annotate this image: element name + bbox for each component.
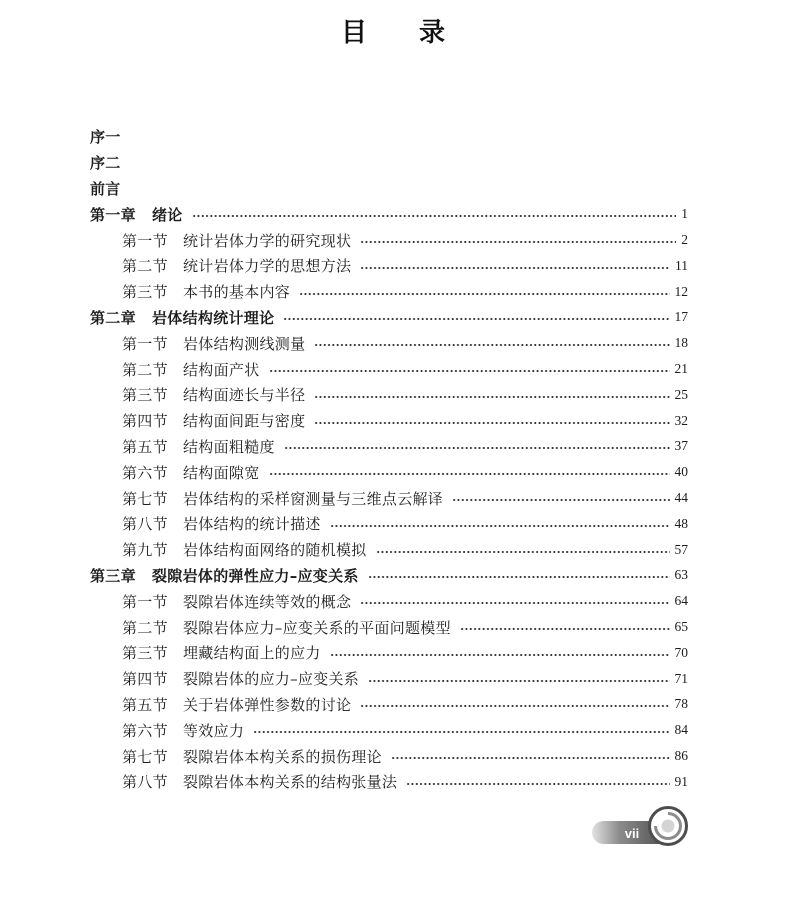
dot-leader bbox=[391, 756, 670, 760]
toc-section-2-9 bbox=[90, 537, 688, 563]
page-ref: 48 bbox=[674, 515, 688, 531]
section-label: 第七节 bbox=[122, 747, 168, 766]
toc-section-2-1 bbox=[90, 330, 688, 356]
toc-section-2-6 bbox=[90, 459, 688, 485]
section-label: 第三节 bbox=[122, 386, 168, 405]
chapter-title: 岩体结构统计理论 bbox=[152, 308, 275, 327]
dot-leader bbox=[330, 524, 670, 528]
section-label: 第一节 bbox=[122, 592, 168, 611]
toc-section-2-7 bbox=[90, 485, 688, 511]
dot-leader bbox=[269, 472, 670, 476]
chapter-label: 第三章 bbox=[90, 566, 136, 585]
page-ref: 12 bbox=[674, 283, 688, 299]
page-ref: 64 bbox=[674, 593, 688, 609]
folio-core-icon bbox=[662, 820, 675, 833]
toc-section-2-5 bbox=[90, 434, 688, 460]
section-label: 第六节 bbox=[122, 463, 168, 482]
toc-section-2-2 bbox=[90, 356, 688, 382]
section-title: 裂隙岩体的应力–应变关系 bbox=[183, 670, 360, 689]
dot-leader bbox=[314, 421, 669, 425]
section-title: 统计岩体力学的研究现状 bbox=[183, 231, 352, 250]
entry-title: 序一 bbox=[90, 128, 121, 147]
section-label: 第八节 bbox=[122, 773, 168, 792]
section-title: 岩体结构的采样窗测量与三维点云解译 bbox=[183, 489, 444, 508]
toc-section-3-1 bbox=[90, 588, 688, 614]
dot-leader bbox=[368, 575, 670, 579]
section-title: 结构面间距与密度 bbox=[183, 412, 306, 431]
dot-leader bbox=[192, 214, 677, 218]
section-title: 裂隙岩体本构关系的损伤理论 bbox=[183, 747, 382, 766]
section-title: 结构面产状 bbox=[183, 360, 260, 379]
dot-leader bbox=[314, 343, 669, 347]
page-ref: 70 bbox=[674, 644, 688, 660]
page-ref: 57 bbox=[674, 541, 688, 557]
toc-section-3-5 bbox=[90, 692, 688, 718]
toc-chapter-2 bbox=[90, 305, 688, 331]
toc-section-1-2 bbox=[90, 253, 688, 279]
toc-section-2-3 bbox=[90, 382, 688, 408]
page-title: 目 录 bbox=[340, 18, 445, 48]
section-title: 结构面粗糙度 bbox=[183, 437, 275, 456]
section-title: 裂隙岩体本构关系的结构张量法 bbox=[183, 773, 398, 792]
section-label: 第二节 bbox=[122, 257, 168, 276]
toc-section-1-3 bbox=[90, 279, 688, 305]
toc-entry-preface-1 bbox=[90, 124, 688, 150]
page-number-badge bbox=[588, 801, 692, 853]
page-ref: 65 bbox=[674, 619, 688, 635]
dot-leader bbox=[376, 550, 670, 554]
page-ref: 84 bbox=[674, 722, 688, 738]
dot-leader bbox=[299, 292, 669, 296]
section-title: 关于岩体弹性参数的讨论 bbox=[183, 695, 352, 714]
dot-leader bbox=[360, 704, 669, 708]
section-label: 第四节 bbox=[122, 412, 168, 431]
dot-leader bbox=[360, 266, 670, 270]
section-label: 第七节 bbox=[122, 489, 168, 508]
page-ref: 40 bbox=[674, 464, 688, 480]
page-ref: 37 bbox=[674, 438, 688, 454]
dot-leader bbox=[360, 601, 669, 605]
toc-section-3-8 bbox=[90, 769, 688, 795]
toc-chapter-1 bbox=[90, 201, 688, 227]
section-label: 第五节 bbox=[122, 695, 168, 714]
section-title: 等效应力 bbox=[183, 721, 245, 740]
dot-leader bbox=[283, 317, 669, 321]
toc-section-2-8 bbox=[90, 511, 688, 537]
section-title: 岩体结构的统计描述 bbox=[183, 515, 321, 534]
page-ref: 21 bbox=[674, 361, 688, 377]
section-title: 本书的基本内容 bbox=[183, 283, 291, 302]
page-ref: 78 bbox=[674, 696, 688, 712]
section-title: 岩体结构面网络的随机模拟 bbox=[183, 541, 367, 560]
table-of-contents bbox=[90, 124, 688, 795]
toc-section-3-6 bbox=[90, 717, 688, 743]
dot-leader bbox=[284, 446, 670, 450]
page-ref: 25 bbox=[674, 386, 688, 402]
dot-leader bbox=[452, 498, 669, 502]
toc-section-2-4 bbox=[90, 408, 688, 434]
section-title: 裂隙岩体应力–应变关系的平面问题模型 bbox=[183, 618, 451, 637]
page-ref: 63 bbox=[674, 567, 688, 583]
dot-leader bbox=[406, 782, 669, 786]
chapter-title: 绪论 bbox=[152, 205, 183, 224]
toc-section-1-1 bbox=[90, 227, 688, 253]
section-label: 第一节 bbox=[122, 334, 168, 353]
dot-leader bbox=[360, 240, 676, 244]
page-ref: 18 bbox=[674, 335, 688, 351]
section-label: 第六节 bbox=[122, 721, 168, 740]
page-ref: 2 bbox=[681, 232, 688, 248]
section-label: 第九节 bbox=[122, 541, 168, 560]
dot-leader bbox=[368, 679, 669, 683]
section-title: 岩体结构测线测量 bbox=[183, 334, 306, 353]
section-label: 第四节 bbox=[122, 670, 168, 689]
toc-chapter-3 bbox=[90, 563, 688, 589]
toc-section-3-7 bbox=[90, 743, 688, 769]
section-title: 裂隙岩体连续等效的概念 bbox=[183, 592, 352, 611]
toc-section-3-2 bbox=[90, 614, 688, 640]
toc-entry-preface-2 bbox=[90, 150, 688, 176]
section-title: 统计岩体力学的思想方法 bbox=[183, 257, 352, 276]
page-ref: 32 bbox=[674, 412, 688, 428]
chapter-title: 裂隙岩体的弹性应力–应变关系 bbox=[152, 566, 359, 585]
dot-leader bbox=[253, 730, 669, 734]
section-label: 第二节 bbox=[122, 360, 168, 379]
dot-leader bbox=[269, 369, 670, 373]
section-title: 埋藏结构面上的应力 bbox=[183, 644, 321, 663]
chapter-label: 第二章 bbox=[90, 308, 136, 327]
section-title: 结构面隙宽 bbox=[183, 463, 260, 482]
dot-leader bbox=[314, 395, 669, 399]
page-ref: 44 bbox=[674, 490, 688, 506]
dot-leader bbox=[330, 653, 670, 657]
page-number: vii bbox=[624, 826, 640, 841]
chapter-label: 第一章 bbox=[90, 205, 136, 224]
section-label: 第三节 bbox=[122, 644, 168, 663]
section-label: 第八节 bbox=[122, 515, 168, 534]
section-label: 第二节 bbox=[122, 618, 168, 637]
page-ref: 17 bbox=[674, 309, 688, 325]
page-ref: 11 bbox=[675, 257, 688, 273]
page-ref: 71 bbox=[674, 670, 688, 686]
section-label: 第五节 bbox=[122, 437, 168, 456]
page-ref: 86 bbox=[674, 748, 688, 764]
page-ref: 91 bbox=[674, 773, 688, 789]
entry-title: 前言 bbox=[90, 179, 121, 198]
toc-entry-foreword bbox=[90, 176, 688, 202]
dot-leader bbox=[460, 627, 670, 631]
entry-title: 序二 bbox=[90, 154, 121, 173]
section-title: 结构面迹长与半径 bbox=[183, 386, 306, 405]
section-label: 第三节 bbox=[122, 283, 168, 302]
section-label: 第一节 bbox=[122, 231, 168, 250]
toc-section-3-4 bbox=[90, 666, 688, 692]
toc-section-3-3 bbox=[90, 640, 688, 666]
page-ref: 1 bbox=[681, 206, 688, 222]
